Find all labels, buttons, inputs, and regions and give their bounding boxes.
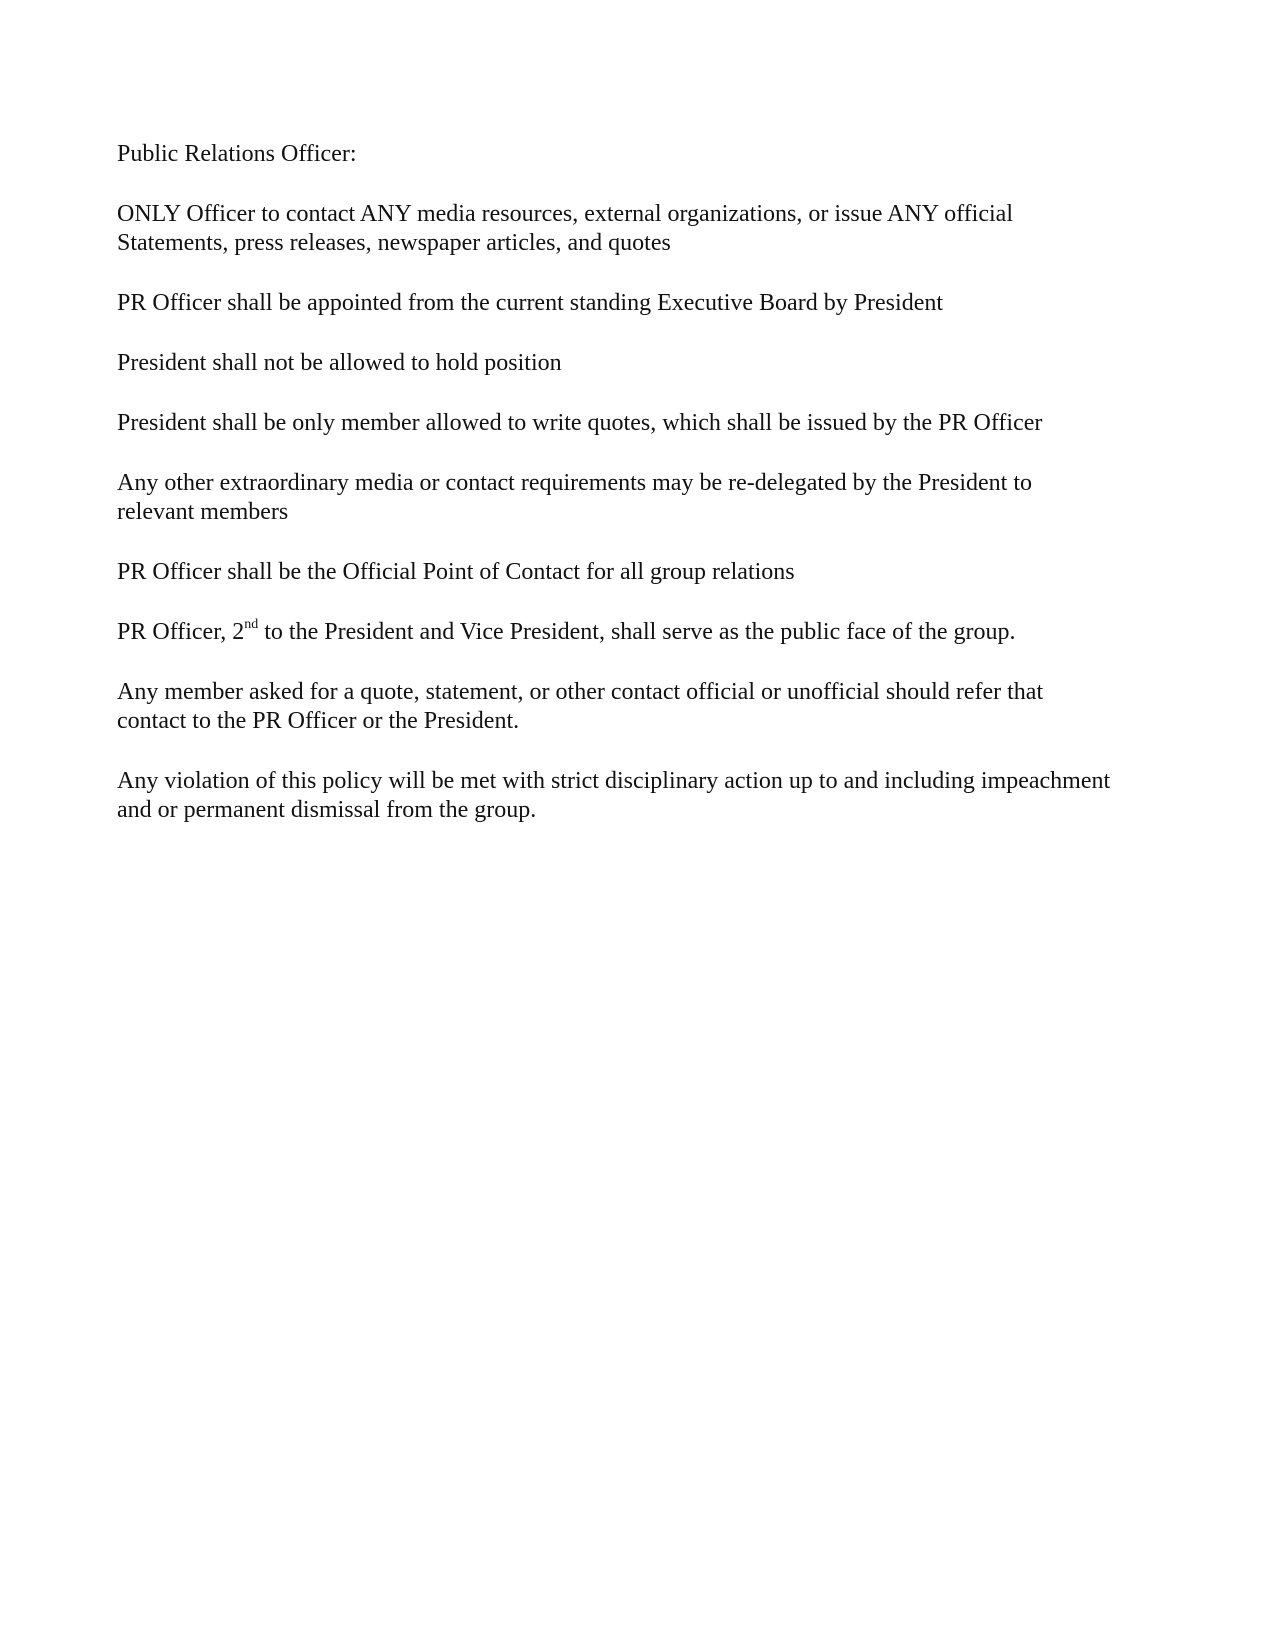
policy-public-face-after: to the President and Vice President, shall serve as the public face of the group.: [258, 619, 1016, 645]
document-page: [117, 140, 1167, 856]
policy-media-contact-line-2: Statements, press releases, newspaper articles, and quotes: [117, 230, 671, 256]
policy-public-face-before: PR Officer, 2: [117, 619, 245, 645]
policy-appointment: PR Officer shall be appointed from the current standing Executive Board by President: [117, 290, 944, 316]
policy-referral-line-1: Any member asked for a quote, statement, or other contact official or unofficial should refer that: [117, 679, 1044, 705]
document-heading: Public Relations Officer:: [117, 141, 357, 167]
policy-point-of-contact: PR Officer shall be the Official Point of Contact for all group relations: [117, 559, 795, 585]
policy-redelegation: [117, 469, 1167, 527]
policy-referral: [117, 678, 1167, 736]
policy-media-contact: [117, 200, 1167, 258]
policy-violation-line-2: and or permanent dismissal from the group.: [117, 797, 537, 823]
policy-violation-line-1: Any violation of this policy will be met with strict disciplinary action up to and including impeachment: [117, 768, 1111, 794]
policy-media-contact-line-1: ONLY Officer to contact ANY media resources, external organizations, or issue ANY official: [117, 201, 1013, 227]
policy-public-face: [117, 618, 1167, 647]
policy-referral-line-2: contact to the PR Officer or the President.: [117, 708, 520, 734]
policy-violation: [117, 767, 1167, 825]
policy-redelegation-line-1: Any other extraordinary media or contact requirements may be re-delegated by the President to: [117, 470, 1032, 496]
ordinal-suffix: nd: [244, 617, 259, 632]
policy-quotes: President shall be only member allowed to write quotes, which shall be issued by the PR Officer: [117, 410, 1043, 436]
policy-redelegation-line-2: relevant members: [117, 499, 289, 525]
policy-president-restriction: President shall not be allowed to hold position: [117, 350, 562, 376]
